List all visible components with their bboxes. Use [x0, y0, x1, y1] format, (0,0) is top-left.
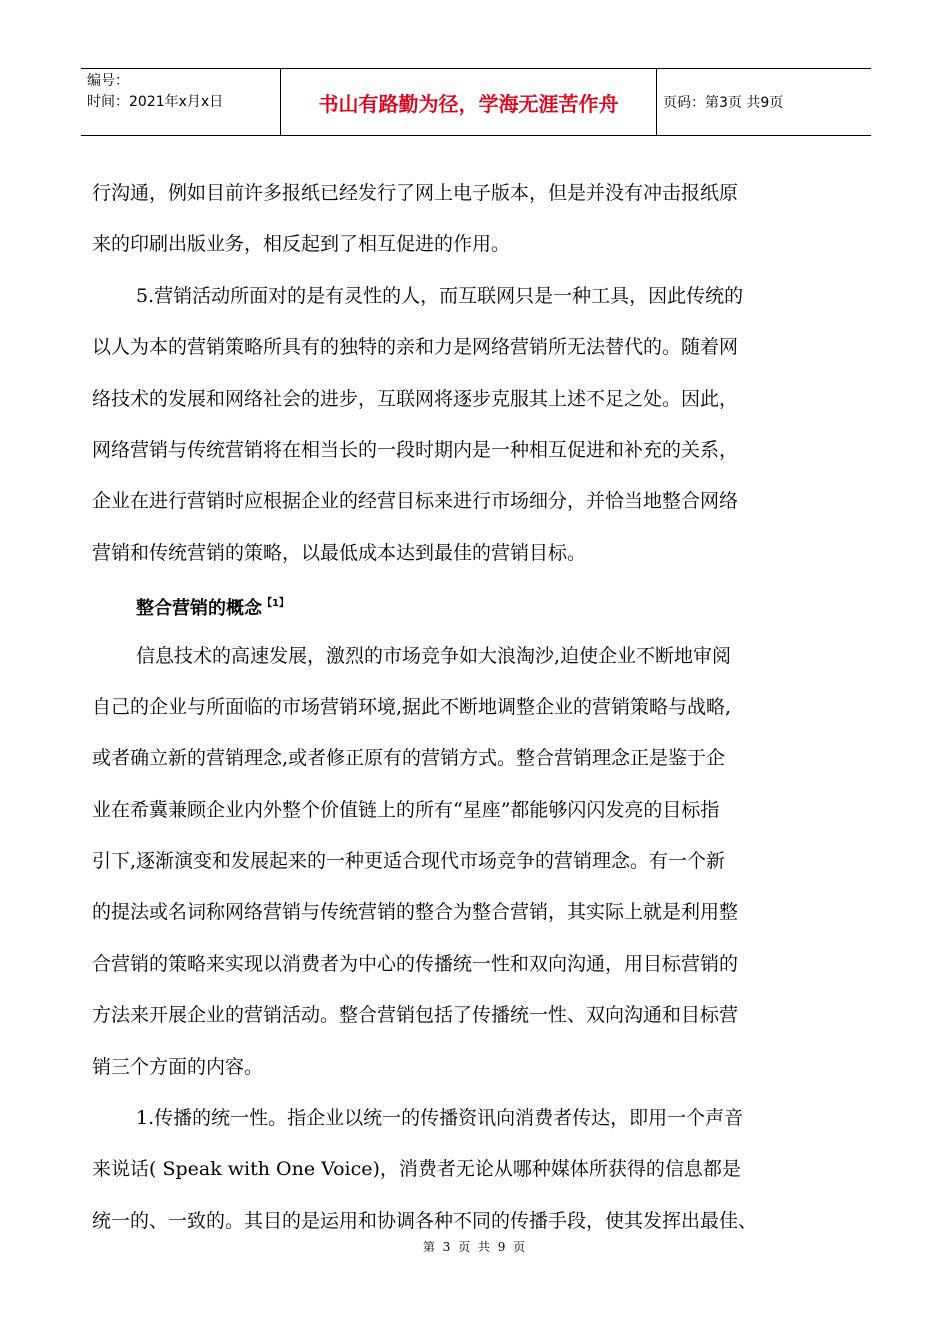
section-heading-text: 整合营销的概念: [136, 598, 262, 620]
text-line: 来的印刷出版业务，相反起到了相互促进的作用。: [92, 233, 511, 256]
header-motto: 书山有路勤为径，学海无涯苦作舟: [281, 69, 657, 135]
text-line: 企业在进行营销时应根据企业的经营目标来进行市场细分，并恰当地整合网络: [92, 490, 739, 513]
text-line: 方法来开展企业的营销活动。整合营销包括了传播统一性、双向沟通和目标营: [92, 1004, 739, 1027]
citation-ref: 【1】: [262, 598, 289, 610]
text-line: 销三个方面的内容。: [92, 1055, 264, 1078]
text-line: 络技术的发展和网络社会的进步，互联网将逐步克服其上述不足之处。因此，: [92, 387, 739, 410]
text-line: 1.传播的统一性。指企业以统一的传播资讯向消费者传达，即用一个声音: [136, 1107, 744, 1130]
text-line: 以人为本的营销策略所具有的独特的亲和力是网络营销所无法替代的。随着网: [92, 336, 739, 359]
text-line: 引下,逐渐演变和发展起来的一种更适合现代市场竞争的营销理念。有一个新: [92, 850, 726, 873]
text-line: 统一的、一致的。其目的是运用和协调各种不同的传播手段，使其发挥出最佳、: [92, 1209, 758, 1232]
text-line: 业在希冀兼顾企业内外整个价值链上的所有“星座”都能够闪闪发亮的目标指: [92, 798, 720, 821]
text-line: 或者确立新的营销理念,或者修正原有的营销方式。整合营销理念正是鉴于企: [92, 747, 726, 770]
text-line: 自己的企业与所面临的市场营销环境,据此不断地调整企业的营销策略与战略,: [92, 695, 732, 718]
text-line: 网络营销与传统营销将在相当长的一段时期内是一种相互促进和补充的关系，: [92, 438, 739, 461]
text-line: 来说话( Speak with One Voice)，消费者无论从哪种媒体所获得的信息都是: [92, 1158, 741, 1181]
section-heading: [92, 583, 862, 634]
text-line: 行沟通，例如目前许多报纸已经发行了网上电子版本，但是并没有冲击报纸原: [92, 182, 739, 204]
text-line: 5.营销活动所面对的是有灵性的人，而互联网只是一种工具，因此传统的: [136, 284, 744, 307]
document-body: [92, 172, 862, 1251]
header-meta: [81, 69, 281, 135]
header-page-info: 页码：第3页 共9页: [663, 95, 784, 111]
number-label: 编号：: [87, 73, 129, 89]
page-footer: 第 3 页 共 9 页: [422, 1240, 528, 1254]
text-line: 合营销的策略来实现以消费者为中心的传播统一性和双向沟通，用目标营销的: [92, 952, 739, 975]
text-line: 信息技术的高速发展，激烈的市场竞争如大浪淘沙,迫使企业不断地审阅: [136, 644, 732, 667]
text-line: 营销和传统营销的策略，以最低成本达到最佳的营销目标。: [92, 541, 587, 564]
page-header: [81, 68, 871, 136]
text-line: 的提法或名词称网络营销与传统营销的整合为整合营销，其实际上就是利用整: [92, 901, 739, 924]
time-label: 时间：2021年x月x日: [87, 94, 224, 110]
